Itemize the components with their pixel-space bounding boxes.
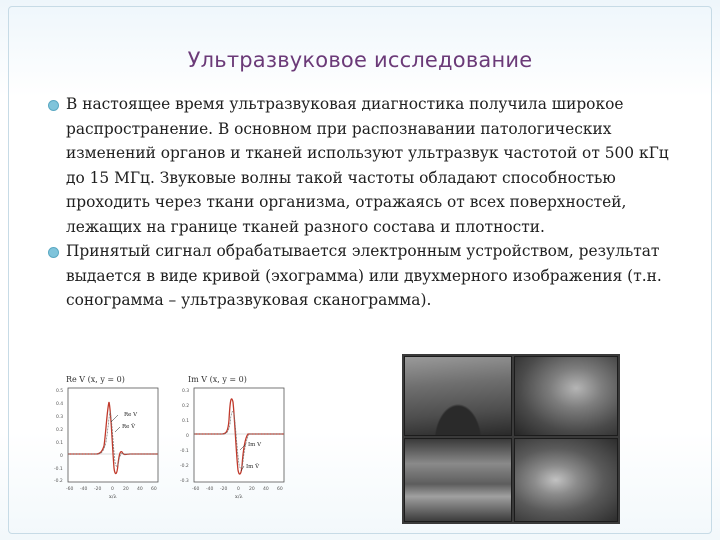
bullet-dot-icon bbox=[48, 100, 59, 111]
svg-text:-40: -40 bbox=[206, 487, 214, 492]
svg-text:20: 20 bbox=[123, 487, 129, 492]
svg-text:0: 0 bbox=[60, 454, 63, 459]
svg-text:40: 40 bbox=[263, 487, 269, 492]
svg-text:60: 60 bbox=[277, 487, 283, 492]
im-plot-y-ticks bbox=[180, 388, 189, 484]
bullet-item bbox=[48, 92, 676, 239]
ultrasound-scan-3 bbox=[404, 438, 512, 522]
svg-text:20: 20 bbox=[249, 487, 255, 492]
bullet-item bbox=[48, 239, 676, 313]
svg-text:-60: -60 bbox=[66, 487, 74, 492]
re-plot-title: Re V (x, y = 0) bbox=[66, 375, 125, 384]
im-plot bbox=[180, 375, 284, 500]
svg-text:40: 40 bbox=[137, 487, 143, 492]
svg-text:-0.1: -0.1 bbox=[54, 467, 63, 472]
im-legend-2: Im V̂ bbox=[246, 464, 260, 470]
svg-text:0.1: 0.1 bbox=[56, 441, 64, 446]
svg-text:0.3: 0.3 bbox=[56, 415, 64, 420]
bullet-dot-icon bbox=[48, 247, 59, 258]
svg-text:0.2: 0.2 bbox=[182, 404, 190, 409]
bullet-text: В настоящее время ультразвуковая диагностика получила широкое распространение. В основном при распознавании патологических изменений органов и тканей используют ультразвук частотой от 500 кГц до 15 МГц. Звуковые волны такой частоты обладают способностью проходить через ткани организма, отражаясь от всех поверхностей, лежащих на границе тканей разного состава и плотности. bbox=[66, 95, 669, 236]
bullet-text: Принятый сигнал обрабатывается электронным устройством, результат выдается в виде кривой (эхограмма) или двухмерного изображения (т.н. сонограмма – ультразвуковая сканограмма). bbox=[66, 242, 662, 309]
svg-text:0.2: 0.2 bbox=[56, 428, 64, 433]
svg-text:60: 60 bbox=[151, 487, 157, 492]
ultrasound-scan-4 bbox=[514, 438, 618, 522]
im-plot-title: Im V (x, y = 0) bbox=[188, 375, 247, 384]
re-plot-x-label: x/λ bbox=[109, 494, 117, 500]
svg-text:0.5: 0.5 bbox=[56, 389, 64, 394]
svg-text:0: 0 bbox=[186, 434, 189, 439]
ultrasound-scans-image bbox=[402, 354, 620, 524]
svg-text:-0.1: -0.1 bbox=[180, 449, 189, 454]
svg-text:-0.2: -0.2 bbox=[54, 479, 63, 484]
echogram-plots-image bbox=[52, 372, 290, 502]
ultrasound-scan-2 bbox=[514, 356, 618, 436]
bullet-list bbox=[48, 92, 676, 313]
re-legend-1: Re V bbox=[124, 412, 138, 418]
svg-text:-20: -20 bbox=[94, 487, 102, 492]
ultrasound-scan-1 bbox=[404, 356, 512, 436]
im-plot-x-label: x/λ bbox=[235, 494, 243, 500]
im-plot-x-ticks bbox=[192, 486, 283, 492]
re-plot-y-ticks bbox=[54, 388, 63, 484]
svg-text:-20: -20 bbox=[220, 487, 228, 492]
slide-title: Ультразвуковое исследование bbox=[187, 48, 533, 72]
svg-text:-40: -40 bbox=[80, 487, 88, 492]
svg-text:0.4: 0.4 bbox=[56, 402, 64, 407]
svg-text:-0.2: -0.2 bbox=[180, 464, 189, 469]
svg-text:0.3: 0.3 bbox=[182, 389, 190, 394]
svg-text:-0.3: -0.3 bbox=[180, 479, 189, 484]
im-legend-1: Im V bbox=[248, 442, 262, 448]
svg-text:0.1: 0.1 bbox=[182, 419, 190, 424]
svg-text:-60: -60 bbox=[192, 487, 200, 492]
im-plot-frame bbox=[194, 388, 284, 482]
re-plot-frame bbox=[68, 388, 158, 482]
svg-text:0: 0 bbox=[111, 487, 114, 492]
svg-text:0: 0 bbox=[237, 487, 240, 492]
re-plot bbox=[54, 375, 158, 500]
re-legend-2: Re V̂ bbox=[122, 424, 136, 430]
re-plot-x-ticks bbox=[66, 486, 157, 492]
